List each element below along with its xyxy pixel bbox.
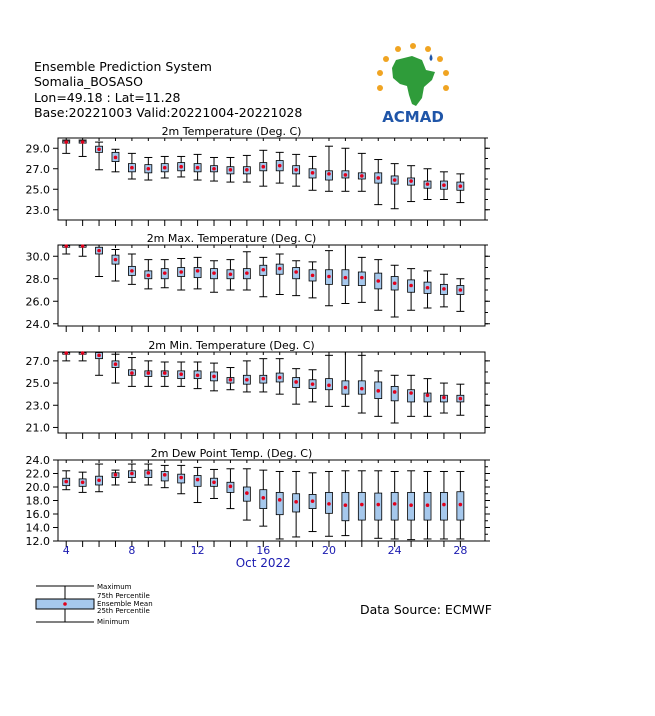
mean-marker [311, 382, 315, 386]
mean-marker [327, 502, 331, 506]
mean-marker [245, 491, 249, 495]
mean-marker [459, 503, 463, 507]
y-tick-label: 29.0 [25, 142, 50, 156]
y-tick-label: 27.0 [25, 162, 50, 176]
mean-marker [229, 168, 233, 172]
panel-frame [58, 245, 485, 326]
y-tick-label: 25.0 [25, 183, 50, 197]
mean-marker [426, 182, 430, 186]
panel-title: 2m Dew Point Temp. (Deg. C) [150, 447, 313, 460]
mean-marker [130, 371, 134, 375]
mean-marker [459, 397, 463, 401]
mean-marker [196, 478, 200, 482]
mean-marker [409, 179, 413, 183]
iqr-box [276, 492, 283, 514]
mean-marker [442, 287, 446, 291]
mean-marker [64, 480, 68, 484]
mean-marker [360, 174, 364, 178]
legend-label-p75: 75th Percentile [97, 592, 150, 600]
mean-marker [294, 500, 298, 504]
mean-marker [179, 476, 183, 480]
mean-marker [147, 371, 151, 375]
mean-marker [81, 140, 85, 144]
mean-marker [229, 378, 233, 382]
mean-marker [97, 354, 101, 358]
mean-marker [245, 271, 249, 275]
y-tick-label: 25.0 [25, 377, 50, 391]
legend-label-p25: 25th Percentile [97, 607, 150, 615]
mean-marker [409, 503, 413, 507]
mean-marker [229, 485, 233, 489]
mean-marker [360, 503, 364, 507]
mean-marker [344, 276, 348, 280]
x-tick-label: 20 [321, 544, 336, 557]
mean-marker [376, 389, 380, 393]
mean-marker [179, 372, 183, 376]
panel-title: 2m Max. Temperature (Deg. C) [146, 232, 317, 245]
mean-marker [130, 166, 134, 170]
mean-marker [163, 473, 167, 477]
legend-mean-marker [63, 602, 67, 606]
mean-marker [212, 271, 216, 275]
mean-marker [261, 377, 265, 381]
x-tick-label: 8 [128, 544, 136, 557]
y-tick-label: 22.0 [25, 467, 50, 481]
panel-title: 2m Temperature (Deg. C) [161, 125, 302, 138]
mean-marker [97, 147, 101, 151]
logo-text: ACMAD [382, 108, 444, 126]
mean-marker [409, 391, 413, 395]
mean-marker [261, 165, 265, 169]
y-tick-label: 16.0 [25, 508, 50, 521]
iqr-box [391, 492, 398, 520]
mean-marker [64, 244, 68, 248]
mean-marker [81, 480, 85, 484]
x-tick-label: 24 [387, 544, 402, 557]
mean-marker [294, 270, 298, 274]
y-tick-label: 27.0 [25, 354, 50, 368]
mean-marker [376, 176, 380, 180]
x-tick-label: 12 [190, 544, 205, 557]
mean-marker [196, 374, 200, 378]
panel-frame [58, 352, 485, 433]
mean-marker [212, 375, 216, 379]
station-coordinates: Lon=49.18 : Lat=11.28 [34, 89, 181, 105]
mean-marker [81, 244, 85, 248]
mean-marker [426, 286, 430, 290]
y-tick-label: 23.0 [25, 203, 50, 217]
mean-marker [426, 393, 430, 397]
legend-label-minimum: Minimum [97, 618, 130, 626]
mean-marker [294, 380, 298, 384]
mean-marker [147, 167, 151, 171]
x-tick-label: 4 [62, 544, 70, 557]
mean-marker [196, 166, 200, 170]
y-tick-label: 20.0 [25, 481, 50, 494]
mean-marker [327, 172, 331, 176]
mean-marker [278, 376, 282, 380]
mean-marker [212, 480, 216, 484]
mean-marker [196, 269, 200, 273]
y-tick-label: 30.0 [25, 250, 50, 264]
x-tick-label: 16 [256, 544, 271, 557]
x-axis-label: Oct 2022 [235, 556, 291, 570]
mean-marker [459, 184, 463, 188]
y-tick-label: 21.0 [25, 421, 50, 435]
panel-frame [58, 460, 485, 541]
mean-marker [376, 503, 380, 507]
mean-marker [360, 276, 364, 280]
mean-marker [261, 496, 265, 500]
mean-marker [459, 288, 463, 292]
data-source: Data Source: ECMWF [360, 602, 492, 617]
y-tick-label: 23.0 [25, 399, 50, 413]
panel-frame [58, 138, 485, 220]
forecast-dates: Base:20221003 Valid:20221004-20221028 [34, 104, 303, 120]
mean-marker [393, 178, 397, 182]
mean-marker [114, 156, 118, 160]
y-tick-label: 26.0 [25, 295, 50, 309]
y-tick-label: 14.0 [25, 521, 50, 535]
mean-marker [114, 258, 118, 262]
mean-marker [311, 274, 315, 278]
mean-marker [245, 168, 249, 172]
mean-marker [130, 269, 134, 273]
mean-marker [64, 351, 68, 355]
mean-marker [114, 473, 118, 477]
legend-label-mean: Ensemble Mean [97, 600, 153, 608]
mean-marker [360, 387, 364, 391]
mean-marker [179, 270, 183, 274]
mean-marker [245, 378, 249, 382]
station-name: Somalia_BOSASO [34, 74, 143, 90]
mean-marker [327, 383, 331, 387]
mean-marker [64, 140, 68, 144]
mean-marker [97, 478, 101, 482]
mean-marker [163, 371, 167, 375]
mean-marker [179, 165, 183, 169]
y-tick-label: 24.0 [25, 317, 50, 331]
mean-marker [409, 284, 413, 288]
mean-marker [393, 281, 397, 285]
legend-label-maximum: Maximum [97, 583, 132, 591]
x-tick-label: 28 [453, 544, 468, 557]
iqr-box [375, 493, 382, 520]
mean-marker [311, 171, 315, 175]
mean-marker [327, 275, 331, 279]
mean-marker [261, 268, 265, 272]
y-tick-label: 18.0 [25, 494, 50, 508]
mean-marker [212, 167, 216, 171]
mean-marker [278, 267, 282, 271]
mean-marker [344, 386, 348, 390]
mean-marker [442, 396, 446, 400]
mean-marker [163, 271, 167, 275]
mean-marker [442, 183, 446, 187]
panel-title: 2m Min. Temperature (Deg. C) [148, 339, 315, 352]
mean-marker [163, 166, 167, 170]
mean-marker [147, 274, 151, 278]
mean-marker [311, 499, 315, 503]
mean-marker [442, 503, 446, 507]
mean-marker [294, 168, 298, 172]
mean-marker [278, 164, 282, 168]
mean-marker [376, 279, 380, 283]
y-tick-label: 12.0 [25, 535, 50, 548]
mean-marker [393, 390, 397, 394]
mean-marker [130, 472, 134, 476]
mean-marker [114, 362, 118, 366]
mean-marker [81, 351, 85, 355]
mean-marker [344, 503, 348, 507]
mean-marker [278, 498, 282, 502]
mean-marker [229, 272, 233, 276]
mean-marker [147, 471, 151, 475]
mean-marker [97, 249, 101, 253]
mean-marker [393, 502, 397, 506]
y-tick-label: 28.0 [25, 272, 50, 286]
mean-marker [344, 173, 348, 177]
y-tick-label: 24.0 [25, 454, 50, 467]
system-title: Ensemble Prediction System [34, 59, 212, 74]
mean-marker [426, 503, 430, 507]
